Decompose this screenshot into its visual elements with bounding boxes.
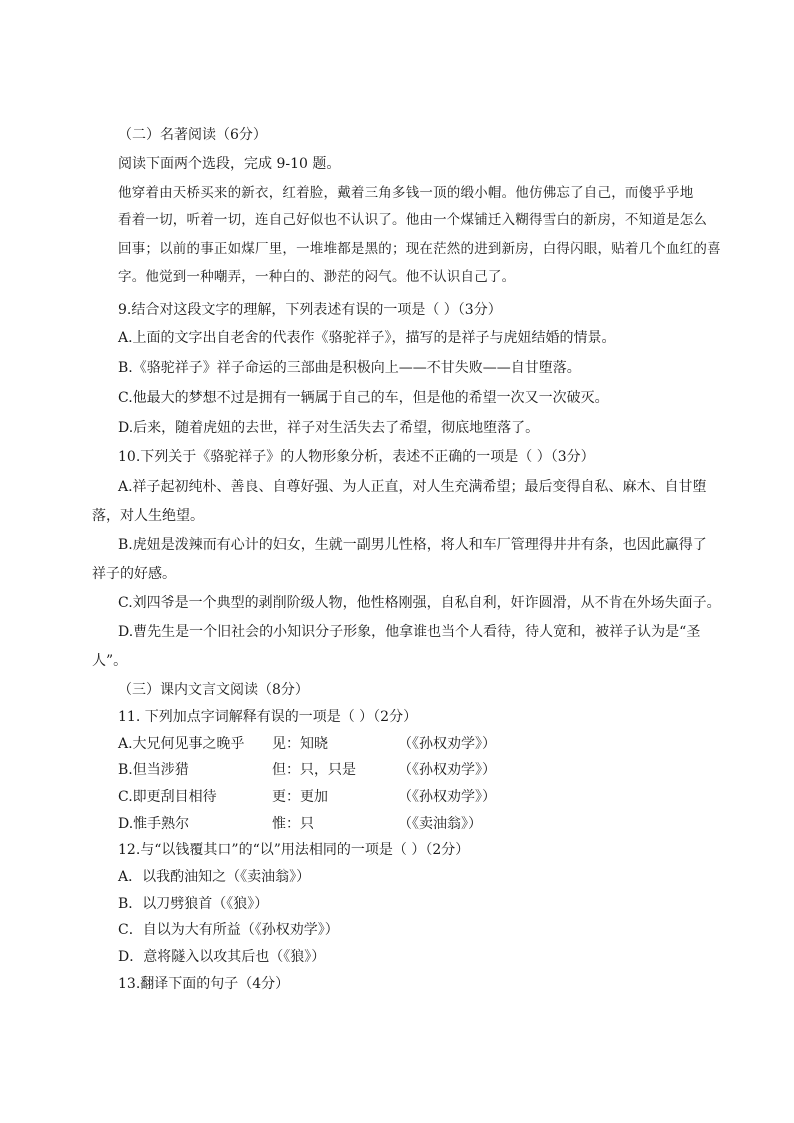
- q11-gloss: 但：只，只是: [272, 762, 356, 778]
- passage-line: 看着一切，听着一切，连自己好似也不认识了。他由一个煤铺迁入糊得雪白的新房，不知道是怎么: [118, 212, 708, 228]
- question-9-option-d: D.后来，随着虎妞的去世，祥子对生活失去了希望，彻底地堕落了。: [118, 420, 540, 436]
- question-10-option-b: B.虎妞是泼辣而有心计的妇女，生就一副男儿性格，将人和车厂管理得井井有条，也因此赢得了: [118, 537, 707, 553]
- question-10-option-d-cont: 人”。: [92, 653, 128, 669]
- question-9-option-b: B.《骆驼祥子》祥子命运的三部曲是积极向上——不甘失败——自甘堕落。: [118, 360, 581, 376]
- section-heading-classics: （二）名著阅读（6分）: [118, 127, 267, 143]
- section-heading-classical-chinese: （三）课内文言文阅读（8分）: [118, 682, 309, 698]
- q11-source: （《孙权劝学》）: [398, 789, 496, 805]
- q11-phrase: D.惟手熟尔: [118, 816, 190, 832]
- q11-source: （《孙权劝学》）: [398, 762, 496, 778]
- passage-line: 字。他觉到一种嘲弄，一种白的、渺茫的闷气。他不认识自己了。: [118, 269, 516, 285]
- q11-source: （《孙权劝学》）: [398, 736, 496, 752]
- question-9-option-c: C.他最大的梦想不过是拥有一辆属于自己的车，但是他的希望一次又一次破灭。: [118, 390, 609, 406]
- question-9-stem: 9.结合对这段文字的理解，下列表述有误的一项是（ ）（3分）: [118, 302, 502, 318]
- reading-instruction: 阅读下面两个选段，完成 9-10 题。: [118, 156, 341, 172]
- question-10-option-c: C.刘四爷是一个典型的剥削阶级人物，他性格刚强，自私自利，奸诈圆滑，从不肯在外场失面子。: [118, 595, 721, 611]
- q11-gloss: 更：更加: [272, 789, 328, 805]
- question-12-option-b: B．以刀劈狼首（《狼》）: [118, 896, 269, 912]
- question-10-stem: 10.下列关于《骆驼祥子》的人物形象分析，表述不正确的一项是（ ）（3分）: [118, 449, 595, 465]
- question-10-option-b-cont: 祥子的好感。: [92, 566, 176, 582]
- question-13-stem: 13.翻译下面的句子（4分）: [118, 976, 290, 992]
- question-12-option-a: A．以我酌油知之（《卖油翁》）: [118, 869, 311, 885]
- question-12-option-c: C．自以为大有所益（《孙权劝学》）: [118, 922, 339, 938]
- passage-line: 回事；以前的事正如煤厂里，一堆堆都是黑的；现在茫然的进到新房，白得闪眼，贴着几个血红的喜: [118, 241, 721, 257]
- question-12-option-d: D．意将隧入以攻其后也（《狼》）: [118, 949, 326, 965]
- question-10-option-a: A.祥子起初纯朴、善良、自尊好强、为人正直，对人生充满希望；最后变得自私、麻木、自甘堕: [118, 479, 707, 495]
- q11-gloss: 惟：只: [272, 816, 314, 832]
- q11-phrase: C.即更刮目相待: [118, 789, 217, 805]
- q11-phrase: B.但当涉猎: [118, 762, 189, 778]
- question-9-option-a: A.上面的文字出自老舍的代表作《骆驼祥子》，描写的是祥子与虎妞结婚的情景。: [118, 330, 616, 346]
- question-11-stem: 11. 下列加点字词解释有误的一项是（ ）（2分）: [118, 709, 418, 725]
- question-10-option-a-cont: 落，对人生绝望。: [92, 508, 204, 524]
- question-10-option-d: D.曹先生是一个旧社会的小知识分子形象，他拿谁也当个人看待，待人宽和，被祥子认为是“圣: [118, 624, 701, 640]
- q11-gloss: 见：知晓: [272, 736, 328, 752]
- question-12-stem: 12.与“以钱覆其口”的“以”用法相同的一项是（ ）（2分）: [118, 842, 470, 858]
- q11-source: （《卖油翁》）: [398, 816, 482, 832]
- q11-phrase: A.大兄何见事之晚乎: [118, 736, 245, 752]
- passage-line: 他穿着由天桥买来的新衣，红着脸，戴着三角多钱一顶的缎小帽。他仿佛忘了自己，而傻乎乎地: [118, 185, 694, 201]
